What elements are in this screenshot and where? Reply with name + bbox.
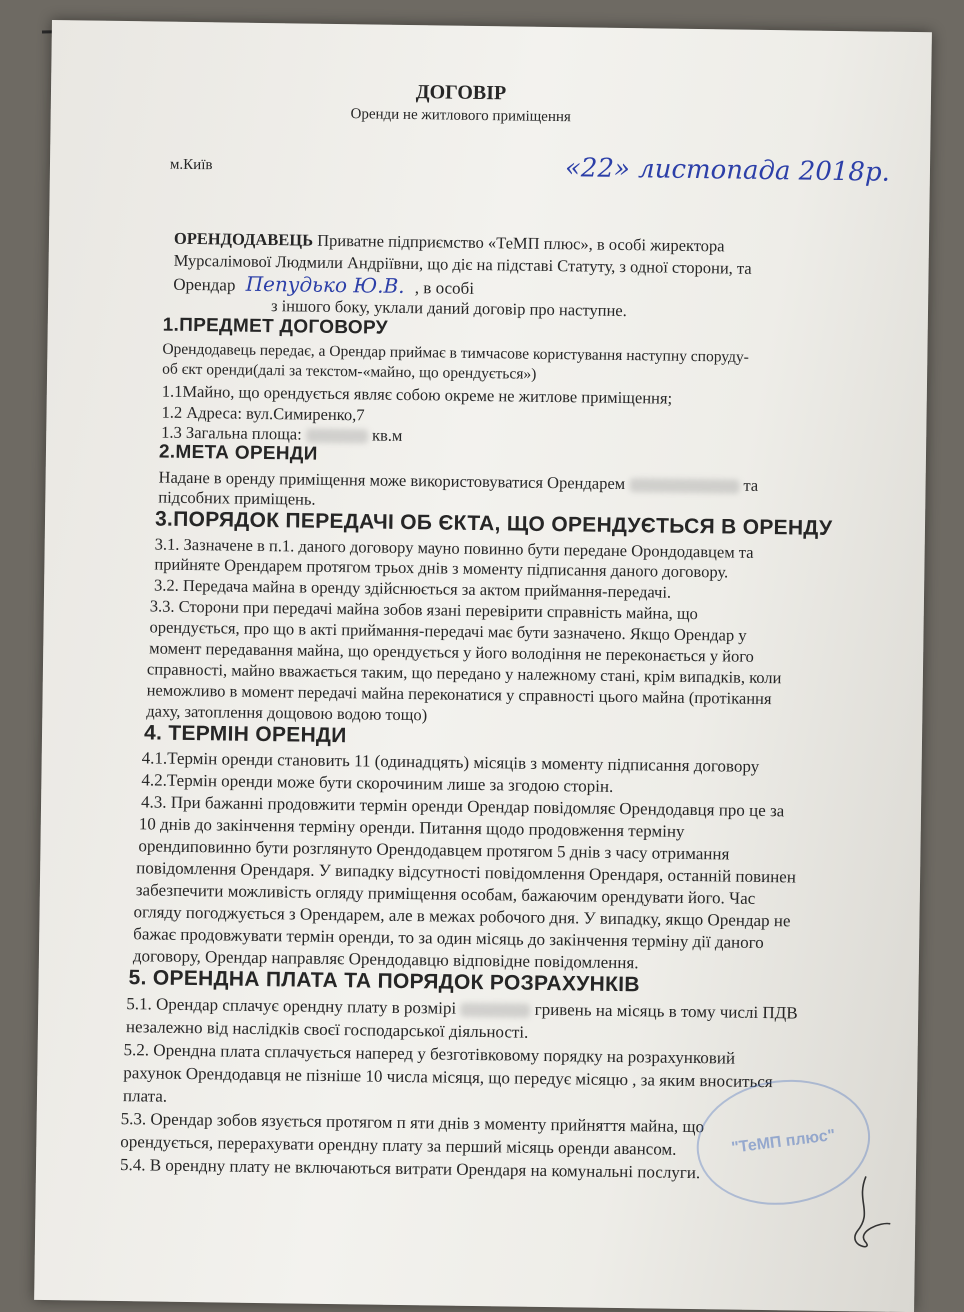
document-subtitle: Оренди не житлового приміщення	[350, 106, 571, 126]
company-stamp: "ТеМП плюс"	[689, 1070, 877, 1215]
section-2-heading: 2.МЕТА ОРЕНДИ	[158, 441, 318, 465]
purpose-text: Надане в оренду приміщення може використовуватися Орендарем	[158, 467, 626, 494]
s3-line-1: 3.1. Зазначене в п.1. даного договору мауно повинно бути передане Орондодавцем та	[154, 534, 754, 562]
s1-line-3: 1.1Майно, що орендується являє собою окреме не житлове приміщення;	[161, 381, 673, 408]
signature-mark	[835, 1171, 896, 1262]
section-3-heading: 3.ПОРЯДОК ПЕРЕДАЧІ ОБ ЄКТА, ЩО ОРЕНДУЄТЬСЯ В ОРЕНДУ	[154, 507, 833, 540]
section-4-heading: 4. ТЕРМІН ОРЕНДИ	[143, 721, 347, 748]
s3-line-4: 3.3. Сторони при передачі майна зобов язані перевірити справність майна, що	[149, 596, 698, 624]
s4-line-1: 4.1.Термін оренди становить 11 (одинадцять) місяців з моменту підписання договору	[141, 748, 760, 776]
redacted-area	[306, 429, 368, 444]
s1-line-2: об єкт оренди(далі за текстом-«майно, що орендується»)	[162, 360, 537, 383]
s4-line-3: 4.3. При бажанні продовжити термін оренди Орендар повідомляє Орендодавця про це за	[140, 792, 785, 821]
s5-line-8: 5.4. В орендну плату не включаються витрати Орендаря на комунальні послуги.	[119, 1155, 701, 1183]
s3-line-5: орендується, про що в акті приймання-передачі має бути зазначено. Якщо Орендар у	[149, 617, 747, 645]
redacted-rent-amount	[460, 1003, 530, 1018]
section-5-heading: 5. ОРЕНДНА ПЛАТА ТА ПОРЯДОК РОЗРАХУНКІВ	[128, 966, 640, 997]
document-title: ДОГОВІР	[415, 81, 507, 105]
lessor-role: ОРЕНДОДАВЕЦЬ	[173, 228, 314, 250]
s3-line-3: 3.2. Передача майна в оренду здійснюється за актом приймання-передачі.	[153, 575, 672, 602]
s4-line-4: 10 днів до закінчення терміну оренди. Питання щодо продовження терміну	[138, 814, 685, 841]
area-label: 1.3 Загальна площа:	[161, 422, 302, 444]
s4-line-6: повідомлення Орендаря. У випадку відсутності повідомлення Орендаря, останній повинен	[136, 858, 797, 887]
contract-page	[34, 20, 932, 1312]
parties-line-2: Мурсалімової Людмили Андріївни, що діє на підставі Статуту, з одної сторони, та	[173, 250, 752, 278]
lessee-handwritten-name: Пепудько Ю.В.	[245, 271, 405, 298]
area-unit: кв.м	[371, 425, 403, 445]
handwritten-date: «22» листопада 2018р.	[564, 153, 891, 188]
s3-line-2: прийняте Орендарем протягом трьох днів з моменту підписання даного договору.	[154, 554, 729, 582]
s4-line-9: бажає продовжувати термін оренди, то за один місяць до закінчення терміну дії даного	[133, 924, 764, 953]
lessee-tail: , в особі	[414, 278, 475, 298]
s4-line-7: забезпечити можливість огляду приміщення особам, бажаючим орендувати його. Час	[135, 880, 756, 908]
section-1-heading: 1.ПРЕДМЕТ ДОГОВОРУ	[162, 314, 388, 339]
s3-line-9: даху, затоплення дощовою водою тощо)	[146, 701, 428, 725]
parties-line-4: з іншого боку, уклали даний договір про наступне.	[270, 296, 627, 321]
s3-line-6: момент передавання майна, що орендується у його володіння не переконається у його	[149, 638, 755, 666]
lessee-role: Орендар	[173, 274, 236, 295]
document-content	[52, 20, 932, 1183]
s4-line-8: огляду погоджується з Орендарем, але в межах робочого дня. У випадку, якщо Орендар не	[133, 902, 791, 931]
s1-line-4: 1.2 Адреса: вул.Симиренко,7	[161, 402, 365, 425]
s1-line-1: Орендодавець передає, а Орендар приймає в тимчасове користування наступну споруду-	[162, 340, 749, 366]
s3-line-8: неможливо в момент передачі майна переконатися у справності цього майна (протікання	[146, 680, 772, 709]
s3-line-7: справності, майно вважається таким, що передано у належному стані, крім випадків, коли	[146, 659, 782, 688]
s5-line-4: рахунок Орендодавця не пізніше 10 числа місяця, що передує місяцю , за яким вноситься	[123, 1063, 773, 1092]
purpose-tail: та	[743, 475, 759, 495]
s5-line-7: орендується, перерахувати орендну плату за перший місяць оренди авансом.	[120, 1132, 677, 1159]
rent-text: 5.1. Орендар сплачує орендну плату в розмірі	[126, 994, 457, 1018]
s5-line-2: незалежно від наслідків своєї господарської діяльності.	[125, 1017, 529, 1042]
s5-line-5: плата.	[122, 1086, 168, 1106]
s4-line-2: 4.2.Термін оренди може бути скорочиним лише за згодою сторін.	[141, 770, 614, 796]
s4-line-5: орендиповинно бути розглянуто Орендодавцем протягом 5 днів з часу отримання	[138, 836, 730, 864]
s4-line-10: договору, Орендар направляє Орендодавцю відповідне повідомлення.	[132, 946, 639, 973]
city-label: м.Київ	[169, 156, 213, 174]
redacted-purpose	[629, 478, 739, 494]
s5-line-3: 5.2. Орендна плата сплачується наперед у безготівковому порядку на розрахунковий	[123, 1040, 736, 1068]
lessor-text: Приватне підприємство «ТеМП плюс», в особі жиректора	[317, 230, 725, 256]
s2-line-2: підсобних приміщень.	[158, 487, 316, 509]
rent-tail: гривень на місяць в тому числі ПДВ	[534, 999, 798, 1023]
s5-line-6: 5.3. Орендар зобов язується протягом п яти днів з моменту прийняття майна, що	[120, 1109, 705, 1137]
parties-line-3	[173, 271, 474, 299]
